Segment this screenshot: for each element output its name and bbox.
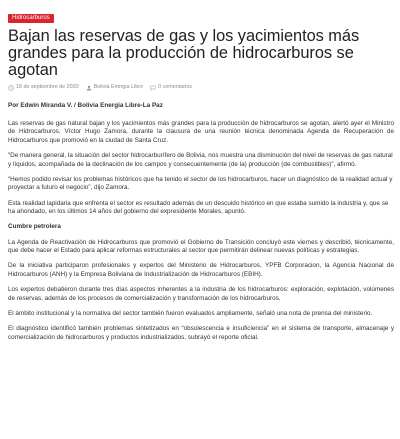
paragraph-9: El diagnóstico identificó también problemas sintetizados en “obsolescencia e insuficiencia” en el sistema de transporte, almacenaje y comercialización de hidrocarburos y productos industrializados, subrayó el reporte oficial. bbox=[8, 325, 394, 341]
paragraph-6: De la iniciativa participaron profesionales y expertos del Ministerio de Hidrocarburos, YPFB Corporacion, la Agencia Nacional de Hidrocarburos (ANH) y la Empresa Boliviana de Industrialización de Hidrocarburos (EBIH). bbox=[8, 262, 394, 278]
meta-author-text: Bolivia Energia Libre bbox=[93, 84, 144, 90]
article bbox=[8, 6, 394, 349]
category-badge[interactable]: Hidrocarburos bbox=[8, 14, 54, 23]
article-title: Bajan las reservas de gas y los yacimientos más grandes para la producción de hidrocarburos se agotan bbox=[8, 27, 360, 79]
paragraph-3: “Hemos podido revisar los problemas históricos que ha tenido el sector de los hidrocarburos, hacer un diagnóstico de la realidad actual y proyectar a futuro el negocio”, dijo Zamora. bbox=[8, 175, 393, 192]
meta-author[interactable] bbox=[86, 84, 143, 91]
clock-icon bbox=[8, 85, 14, 91]
paragraph-4: Esta realidad lapidaria que enfrenta el sector es resultado además de un descuido histórico en que estaba sumido la industria y, que se ha ahondado, en los últimos 14 años del gobierno del expresidente Morales, apuntó. bbox=[8, 199, 389, 216]
paragraph-5: La Agenda de Reactivación de Hidrocarburos que promovió el Gobierno de Transición concluyó este viernes y describió, técnicamente, que debe hacer el Estado para aplicar reformas estructurales al sector que permitirán delinear nuevas políticas y estrategias. bbox=[8, 238, 394, 255]
user-icon bbox=[86, 85, 92, 91]
paragraph-8: El ámbito institucional y la normativa del sector también fueron evaluados ampliamente, señaló una nota de prensa del ministerio. bbox=[8, 309, 373, 317]
article-meta bbox=[8, 84, 394, 91]
meta-date-text: 18 de septiembre de 2020 bbox=[16, 84, 79, 90]
meta-date bbox=[8, 84, 79, 91]
article-body bbox=[8, 102, 394, 342]
paragraph-1: Las reservas de gas natural bajan y los yacimientos más grandes para la producción de hidrocarburos se agotan, alertó ayer el Ministro de Hidrocarburos, Víctor Hugo Zamora, durante la clausura de una reunión técnica denominada Agenda de Recuperación de Hidrocarburos que promovió en la ciudad de Santa Cruz. bbox=[8, 119, 394, 144]
meta-comments[interactable] bbox=[150, 84, 192, 91]
paragraph-2: “De manera general, la situación del sector hidrocarburífero de Bolivia, nos muestra una disminución del nivel de reservas de gas natural y líquidos, acompañada de la declinación de los campos y consecuentemente (de la) producción (de combustibles)”, afirmó. bbox=[8, 151, 393, 168]
subheading-cumbre-petrolera: Cumbre petrolera bbox=[8, 223, 61, 231]
paragraph-7: Los expertos debatieron durante tres días aspectos inherentes a la industria de los hidrocarburos: exploración, explotación, volúmenes de reservas, además de los procesos de comercialización y transformación de los hidrocarburos. bbox=[8, 286, 394, 302]
byline: Por Edwin Miranda V. / Bolivia Energia Libre-La Paz bbox=[8, 102, 163, 109]
meta-comments-text: 0 comentarios bbox=[158, 84, 192, 90]
comment-icon bbox=[150, 85, 156, 91]
